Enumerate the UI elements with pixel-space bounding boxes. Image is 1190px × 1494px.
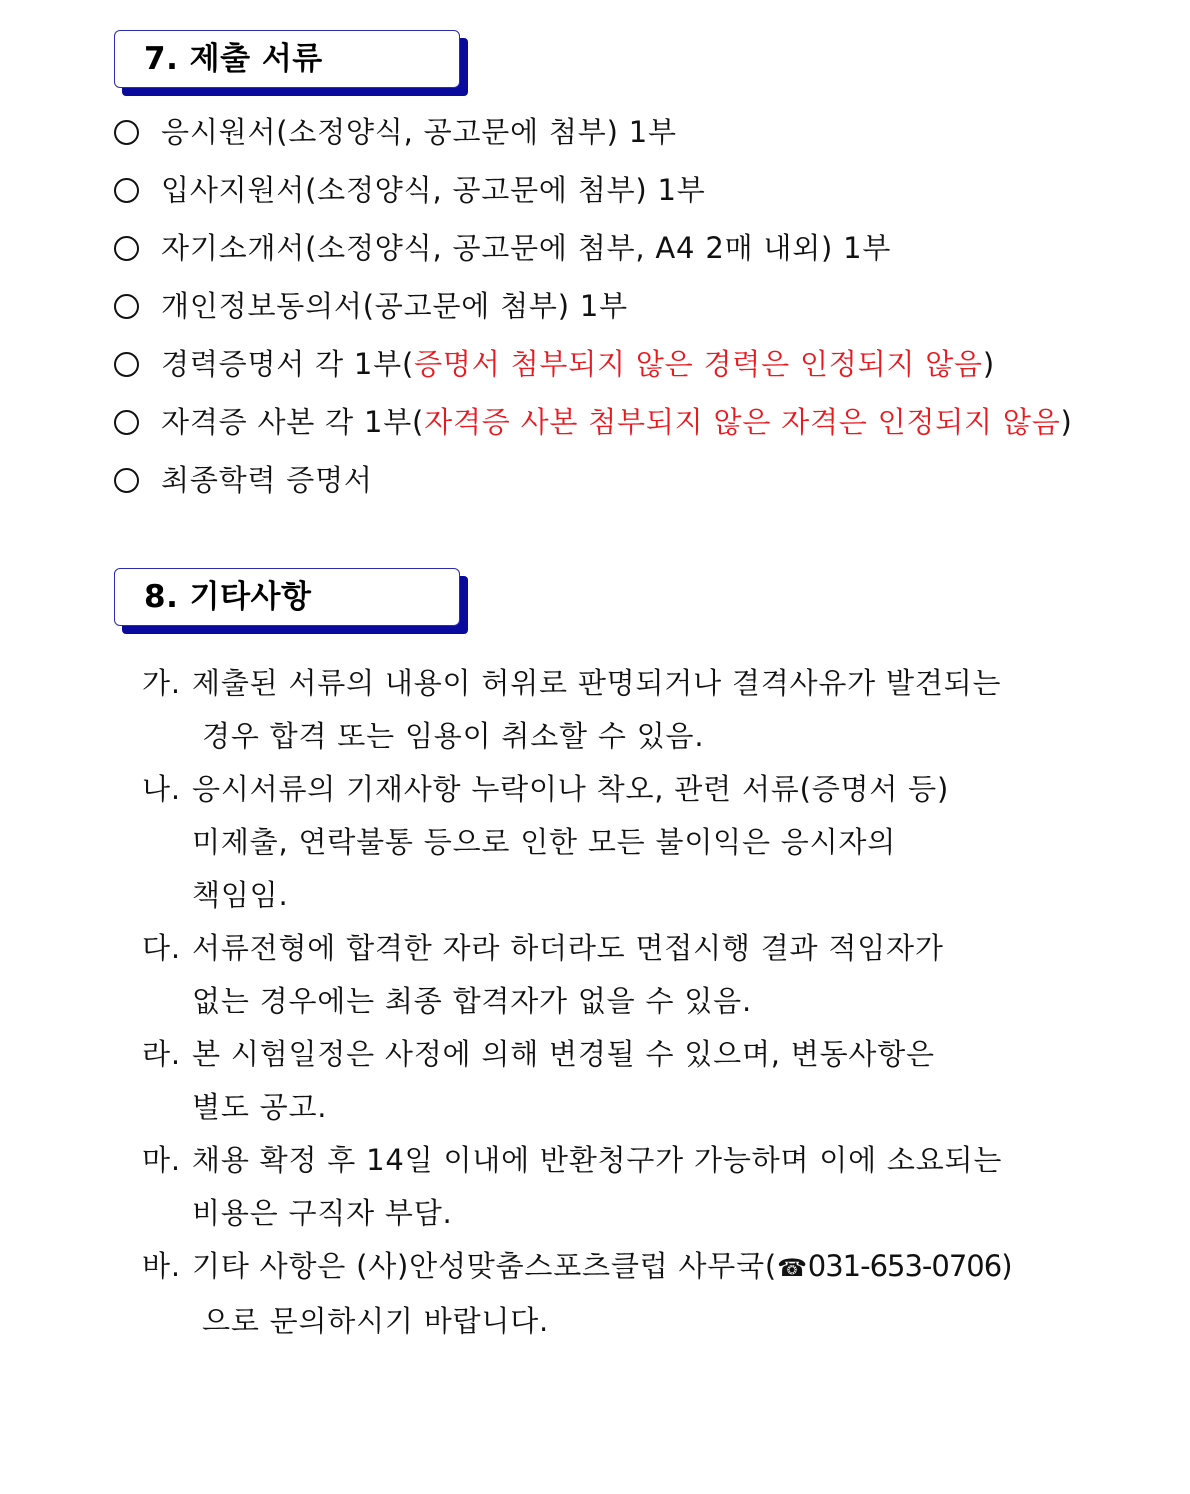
note-line: 서류전형에 합격한 자라 하더라도 면접시행 결과 적임자가 — [192, 931, 944, 965]
list-item — [114, 451, 1073, 509]
note-line: 으로 문의하시기 바랍니다. — [192, 1304, 550, 1338]
note-item-contact — [142, 1240, 1102, 1348]
section-7-header — [114, 30, 460, 88]
note-line: 경우 합격 또는 임용이 취소할 수 있음. — [192, 719, 705, 753]
note-marker: 마. — [142, 1143, 181, 1177]
list-item — [114, 277, 1073, 335]
note-body — [192, 1240, 1012, 1348]
circle-bullet-icon — [114, 352, 139, 377]
required-documents-list — [114, 103, 1073, 509]
note-body — [192, 1134, 1002, 1240]
item-text: 자격증 사본 각 1부( — [161, 405, 425, 439]
circle-bullet-icon — [114, 468, 139, 493]
phone-icon: ☎ — [777, 1254, 808, 1282]
item-close-paren: ) — [982, 347, 995, 381]
note-line — [192, 1240, 1012, 1295]
note-marker: 다. — [142, 931, 181, 965]
note-item — [142, 1028, 1102, 1134]
circle-bullet-icon — [114, 178, 139, 203]
note-item — [142, 763, 1102, 922]
item-warning-note: 자격증 사본 첨부되지 않은 자격은 인정되지 않음 — [424, 405, 1061, 439]
note-body — [192, 657, 1001, 763]
note-marker: 바. — [142, 1249, 181, 1283]
contact-text: 기타 사항은 (사)안성맞춤스포츠클럽 사무국( — [192, 1249, 778, 1283]
other-notes — [142, 657, 1102, 1348]
note-line: 본 시험일정은 사정에 의해 변경될 수 있으며, 변동사항은 — [192, 1037, 935, 1071]
item-text: 입사지원서(소정양식, 공고문에 첨부) 1부 — [161, 173, 706, 207]
note-line: 책임임. — [192, 878, 289, 912]
item-text: 응시원서(소정양식, 공고문에 첨부) 1부 — [161, 115, 677, 149]
circle-bullet-icon — [114, 294, 139, 319]
item-text: 자기소개서(소정양식, 공고문에 첨부, A4 2매 내외) 1부 — [161, 231, 892, 265]
note-line: 제출된 서류의 내용이 허위로 판명되거나 결격사유가 발견되는 — [192, 666, 1002, 700]
section-8-title: 8. 기타사항 — [144, 579, 312, 615]
note-body — [192, 763, 949, 922]
list-item — [114, 103, 1073, 161]
note-line: 비용은 구직자 부담. — [192, 1196, 453, 1230]
list-item — [114, 219, 1073, 277]
note-item — [142, 922, 1102, 1028]
section-7-title: 7. 제출 서류 — [144, 41, 323, 77]
list-item — [114, 161, 1073, 219]
note-marker: 라. — [142, 1037, 181, 1071]
item-text: 개인정보동의서(공고문에 첨부) 1부 — [161, 289, 628, 323]
note-line: 별도 공고. — [192, 1090, 328, 1124]
section-8-header — [114, 568, 460, 626]
note-marker: 가. — [142, 666, 181, 700]
note-line: 채용 확정 후 14일 이내에 반환청구가 가능하며 이에 소요되는 — [192, 1143, 1003, 1177]
item-text: 경력증명서 각 1부( — [161, 347, 415, 381]
note-line: 없는 경우에는 최종 합격자가 없을 수 있음. — [192, 984, 752, 1018]
item-warning-note: 증명서 첨부되지 않은 경력은 인정되지 않음 — [414, 347, 983, 381]
item-text: 최종학력 증명서 — [161, 463, 373, 497]
note-body — [192, 922, 944, 1028]
item-close-paren: ) — [1060, 405, 1073, 439]
phone-number: 031-653-0706) — [807, 1249, 1012, 1283]
note-line: 미제출, 연락불통 등으로 인한 모든 불이익은 응시자의 — [192, 825, 897, 859]
note-item — [142, 657, 1102, 763]
circle-bullet-icon — [114, 236, 139, 261]
note-marker: 나. — [142, 772, 181, 806]
note-body — [192, 1028, 935, 1134]
list-item — [114, 335, 1073, 393]
circle-bullet-icon — [114, 120, 139, 145]
note-item — [142, 1134, 1102, 1240]
note-line: 응시서류의 기재사항 누락이나 착오, 관련 서류(증명서 등) — [192, 772, 950, 806]
circle-bullet-icon — [114, 410, 139, 435]
list-item — [114, 393, 1073, 451]
